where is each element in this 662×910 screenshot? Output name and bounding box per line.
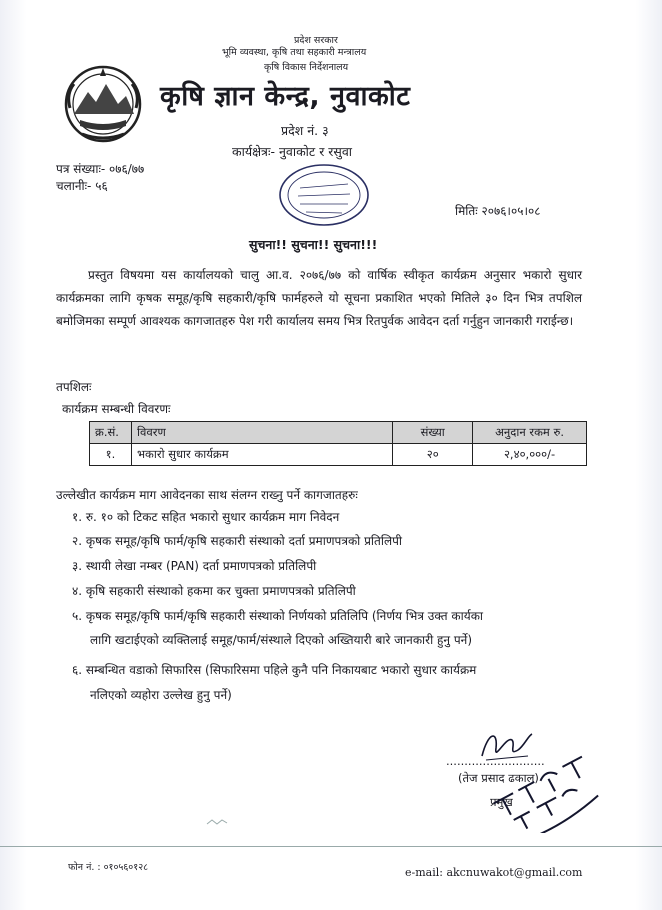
list-item: १. रु. १० को टिकट सहित भकारो सुधार कार्यक्रम माग निवेदन [72, 510, 340, 524]
scan-mark-icon [206, 818, 228, 826]
province-label: प्रदेश नं. ३ [281, 123, 329, 138]
cell-serial: १. [90, 444, 132, 466]
col-header-count: संख्या [393, 422, 473, 444]
col-header-description: विवरण [131, 422, 392, 444]
office-title: कृषि ज्ञान केन्द्र, नुवाकोट [160, 81, 411, 112]
cell-count: २० [393, 444, 473, 466]
program-table [89, 421, 587, 466]
list-item: ५. कृषक समूह/कृषि फार्म/कृषि सहकारी संस्थाको निर्णयको प्रतिलिपि (निर्णय भित्र उक्त कार्यका [72, 609, 484, 623]
list-item-continuation: नलिएको व्यहोरा उल्लेख हुनु पर्ने) [90, 688, 232, 702]
signature-dotted-line: ........................... [446, 754, 545, 768]
office-stamp-icon [276, 160, 372, 230]
table-header-row [90, 422, 587, 444]
letter-number: पत्र संख्याः- ०७६/७७ [56, 162, 145, 176]
signatory-role: प्रमुख [490, 795, 513, 809]
nepal-emblem-icon [60, 62, 146, 144]
notice-heading: सुचना!! सुचना!! सुचना!!! [249, 237, 378, 252]
tapashil-label: तपशिलः [56, 380, 92, 394]
cell-description: भकारो सुधार कार्यक्रम [131, 444, 392, 466]
list-item: ६. सम्बन्धित वडाको सिफारिस (सिफारिसमा पहिले कुनै पनि निकायबाट भकारो सुधार कार्यक्रम [72, 663, 477, 677]
cell-grant: २,४०,०००/- [473, 444, 587, 466]
required-docs-intro: उल्लेखीत कार्यक्रम माग आवेदनका साथ संलग्न राख्नु पर्ने कागजातहरुः [56, 488, 358, 502]
list-item: ३. स्थायी लेखा नम्बर (PAN) दर्ता प्रमाणपत्रको प्रतिलिपी [72, 559, 317, 573]
notice-body-text: प्रस्तुत विषयमा यस कार्यालयको चालु आ.व. २०७६/७७ को वार्षिक स्वीकृत कार्यक्रम अनुसार भकारो सुधार कार्यक्रमका लागि कृषक समूह/कृषि सहकारी/कृषि फार्महरुले यो सूचना प्रकाशित भएको मितिले ३० दिन भित्र तपशिल बमोजिमका सम्पूर्ण आवश्यक कागजातहरु पेश गरी कार्यालय समय भित्र रितपुर्वक आवेदन दर्ता गर्नुहुन जानकारी गराईन्छ। [56, 268, 582, 328]
table-row [90, 444, 587, 466]
list-item-continuation: लागि खटाईएको व्यक्तिलाई समूह/फार्म/संस्थाले दिएको अख्तियारी बारे जानकारी हुनु पर्ने) [90, 633, 472, 647]
letter-date: मितिः २०७६।०५।०८ [455, 204, 541, 218]
col-header-serial: क्र.सं. [90, 422, 132, 444]
work-area-label: कार्यक्षेत्रः- नुवाकोट र रसुवा [232, 144, 353, 159]
header-directorate: कृषि विकास निर्देशनालय [264, 62, 349, 73]
header-ministry: भूमि व्यवस्था, कृषि तथा सहकारी मन्त्रालय [222, 47, 367, 58]
col-header-grant: अनुदान रकम रु. [473, 422, 587, 444]
footer-email[interactable]: e-mail: akcnuwakot@gmail.com [405, 866, 583, 879]
list-item: ४. कृषि सहकारी संस्थाको हकमा कर चुक्ता प्रमाणपत्रको प्रतिलिपी [72, 584, 356, 598]
footer-phone: फोन नं. : ०१०५६०१२८ [68, 862, 149, 873]
header-government: प्रदेश सरकार [294, 35, 338, 46]
notice-body [56, 264, 582, 333]
official-seal-icon [480, 733, 610, 833]
footer-divider [0, 846, 662, 847]
program-details-label: कार्यक्रम सम्बन्धी विवरणः [62, 402, 171, 416]
dispatch-number: चलानीः- ५६ [56, 179, 108, 193]
list-item: २. कृषक समूह/कृषि फार्म/कृषि सहकारी संस्थाको दर्ता प्रमाणपत्रको प्रतिलिपी [72, 534, 403, 548]
signatory-name: (तेज प्रसाद ढकाल) [458, 771, 539, 785]
